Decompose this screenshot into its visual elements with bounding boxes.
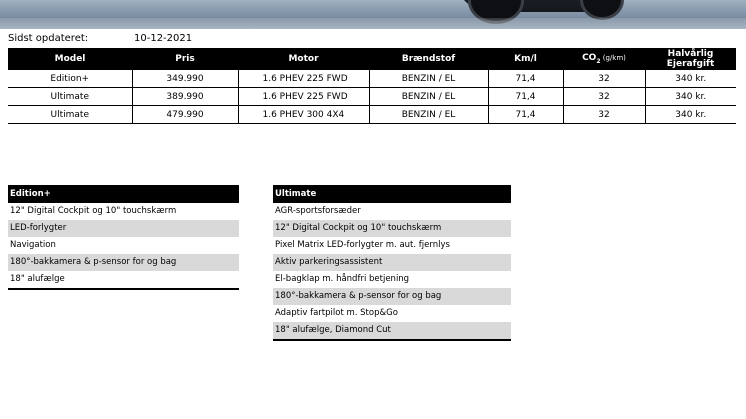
table-row bbox=[8, 70, 736, 88]
cell-tax: 340 kr. bbox=[645, 70, 736, 88]
cell-price: 389.990 bbox=[132, 88, 238, 106]
equipment-ultimate bbox=[273, 185, 511, 341]
table-row bbox=[8, 106, 736, 124]
list-item: 180°-bakkamera & p-sensor for og bag bbox=[8, 254, 239, 271]
equipment-ultimate-title: Ultimate bbox=[273, 185, 511, 203]
price-table bbox=[8, 48, 736, 124]
list-bottom-rule bbox=[8, 288, 239, 290]
hero-car-image bbox=[0, 0, 746, 29]
last-updated-label: Sidst opdateret: bbox=[8, 33, 89, 44]
cell-price: 479.990 bbox=[132, 106, 238, 124]
header-co2-unit: (g/km) bbox=[600, 54, 626, 63]
cell-tax: 340 kr. bbox=[645, 106, 736, 124]
list-bottom-rule bbox=[273, 339, 511, 341]
list-item: Adaptiv fartpilot m. Stop&Go bbox=[275, 308, 398, 318]
cell-fuel: BENZIN / EL bbox=[369, 106, 488, 124]
cell-fuel: BENZIN / EL bbox=[369, 70, 488, 88]
list-item: AGR-sportsforsæder bbox=[275, 206, 361, 216]
list-item: 18" alufælge, Diamond Cut bbox=[273, 322, 511, 339]
list-item: 180°-bakkamera & p-sensor for og bag bbox=[273, 288, 511, 305]
header-kml: Km/l bbox=[488, 48, 563, 70]
list-item: Navigation bbox=[10, 240, 56, 250]
equipment-edition-plus bbox=[8, 185, 239, 290]
price-table-header bbox=[8, 48, 736, 70]
cell-motor: 1.6 PHEV 300 4X4 bbox=[238, 106, 369, 124]
hero-ground-reflection bbox=[0, 18, 746, 29]
header-co2 bbox=[563, 48, 645, 70]
cell-model: Ultimate bbox=[8, 106, 132, 124]
cell-co2: 32 bbox=[563, 70, 645, 88]
list-item: LED-forlygter bbox=[8, 220, 239, 237]
header-fuel: Brændstof bbox=[369, 48, 488, 70]
header-motor: Motor bbox=[238, 48, 369, 70]
cell-tax: 340 kr. bbox=[645, 88, 736, 106]
cell-co2: 32 bbox=[563, 106, 645, 124]
list-item: Aktiv parkeringsassistent bbox=[273, 254, 511, 271]
cell-price: 349.990 bbox=[132, 70, 238, 88]
equipment-edition-plus-title: Edition+ bbox=[8, 185, 239, 203]
cell-motor: 1.6 PHEV 225 FWD bbox=[238, 70, 369, 88]
car-rear-wheel bbox=[580, 0, 624, 20]
list-item: Pixel Matrix LED-forlygter m. aut. fjernlys bbox=[275, 240, 450, 250]
header-co2-sub: 2 bbox=[596, 57, 601, 65]
last-updated-date: 10-12-2021 bbox=[134, 33, 193, 44]
header-model: Model bbox=[8, 48, 132, 70]
cell-kml: 71,4 bbox=[488, 88, 563, 106]
list-item: 12" Digital Cockpit og 10" touchskærm bbox=[273, 220, 511, 237]
cell-motor: 1.6 PHEV 225 FWD bbox=[238, 88, 369, 106]
cell-model: Edition+ bbox=[8, 70, 132, 88]
cell-fuel: BENZIN / EL bbox=[369, 88, 488, 106]
last-updated bbox=[8, 32, 193, 45]
list-item: El-bagklap m. håndfri betjening bbox=[275, 274, 410, 284]
header-price: Pris bbox=[132, 48, 238, 70]
list-item: 12" Digital Cockpit og 10" touchskærm bbox=[10, 206, 177, 216]
cell-co2: 32 bbox=[563, 88, 645, 106]
cell-model: Ultimate bbox=[8, 88, 132, 106]
cell-kml: 71,4 bbox=[488, 70, 563, 88]
table-row bbox=[8, 88, 736, 106]
header-tax: Halvårlig Ejerafgift bbox=[645, 48, 736, 70]
header-co2-main: CO bbox=[582, 53, 597, 64]
cell-kml: 71,4 bbox=[488, 106, 563, 124]
list-item: 18" alufælge bbox=[10, 274, 65, 284]
